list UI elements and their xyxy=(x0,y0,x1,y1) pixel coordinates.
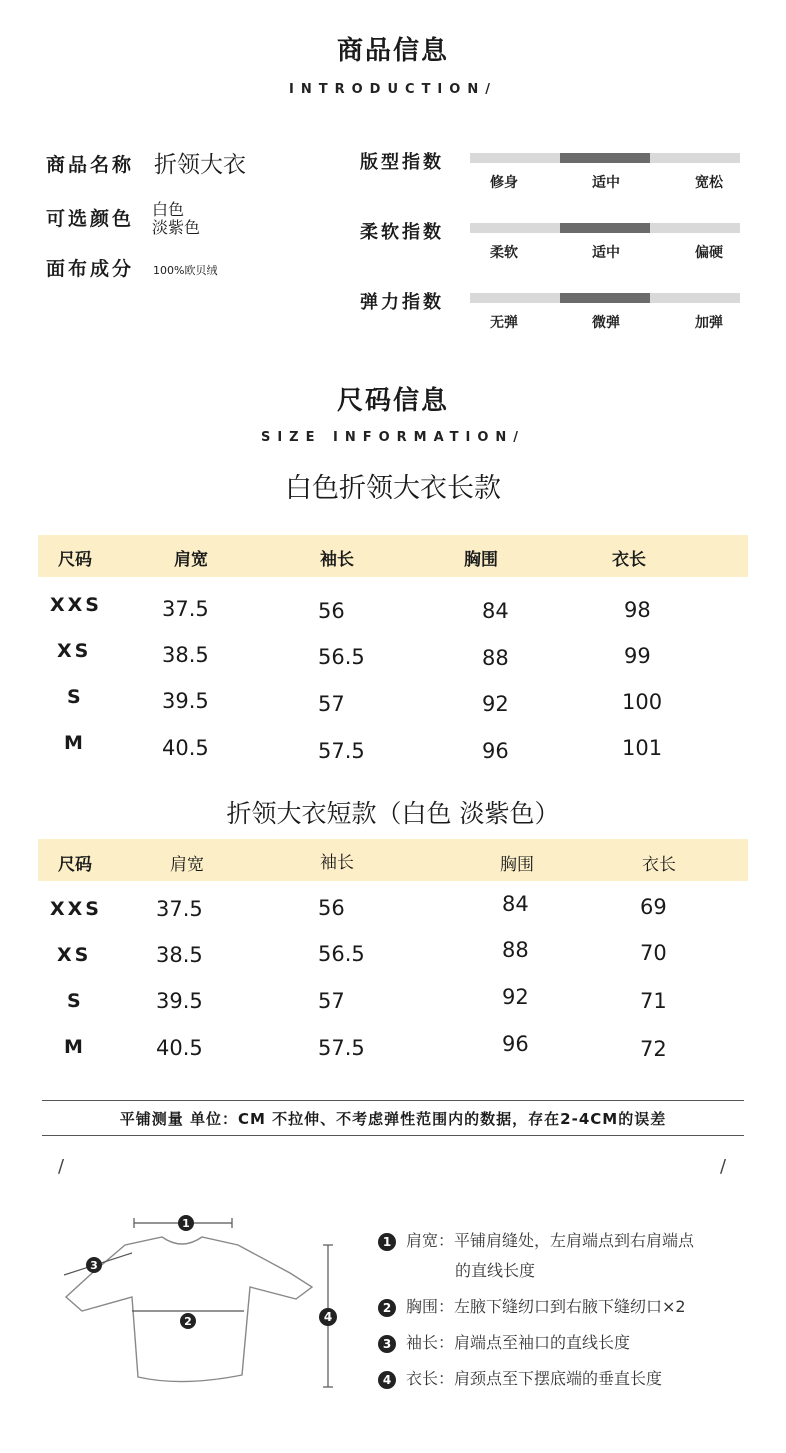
table-cell: 57 xyxy=(318,692,345,716)
table-cell: S xyxy=(67,686,84,708)
measure-item-length xyxy=(378,1366,662,1389)
table-cell: 37.5 xyxy=(156,897,203,921)
table-cell: 38.5 xyxy=(156,943,203,967)
product-name-value: 折领大衣 xyxy=(154,152,246,178)
table-cell: M xyxy=(64,1036,86,1058)
table-short-header xyxy=(38,839,748,881)
svg-text:2: 2 xyxy=(184,1315,192,1328)
table-short-th-chest: 胸围 xyxy=(500,855,534,875)
index-elasticity-tick-1: 无弹 xyxy=(490,315,518,331)
index-fit-label: 版型指数 xyxy=(360,152,444,173)
measure-item-shoulder xyxy=(378,1228,694,1251)
svg-text:3: 3 xyxy=(90,1259,98,1272)
index-elasticity-bar xyxy=(470,293,740,303)
table-cell: 98 xyxy=(624,598,651,622)
table-cell: 88 xyxy=(502,938,529,962)
table-cell: 39.5 xyxy=(162,689,209,713)
table-cell: 96 xyxy=(502,1032,529,1056)
measure-item-chest xyxy=(378,1294,686,1317)
table-cell: 100 xyxy=(622,690,663,714)
index-elasticity-label: 弹力指数 xyxy=(360,292,444,313)
product-fabric-value: 100%欧贝绒 xyxy=(153,264,218,277)
index-fit-bar xyxy=(470,153,740,163)
table-cell: 71 xyxy=(640,989,667,1013)
table-cell: 92 xyxy=(482,692,509,716)
number-2-icon: 2 xyxy=(378,1299,396,1317)
table-cell: 38.5 xyxy=(162,643,209,667)
table-cell: 70 xyxy=(640,941,667,965)
slash-left: / xyxy=(58,1156,65,1177)
table-cell: 39.5 xyxy=(156,989,203,1013)
table-cell: XS xyxy=(57,944,92,966)
measure-item-text: 袖长：肩端点至袖口的直线长度 xyxy=(406,1333,631,1352)
number-4-icon: 4 xyxy=(378,1371,396,1389)
note-rule-top xyxy=(42,1100,744,1101)
intro-subtitle: INTRODUCTION/ xyxy=(289,82,497,97)
table-cell: 57.5 xyxy=(318,739,365,763)
index-elasticity-tick-2: 微弹 xyxy=(592,315,620,331)
measure-item-sleeve xyxy=(378,1330,630,1353)
index-softness-tick-3: 偏硬 xyxy=(695,245,723,261)
table-cell: XXS xyxy=(50,898,102,920)
table-cell: 72 xyxy=(640,1037,667,1061)
table-long-title: 白色折领大衣长款 xyxy=(285,473,501,504)
table-cell: 56 xyxy=(318,599,345,623)
table-cell: 69 xyxy=(640,895,667,919)
measurement-note: 平铺测量 单位：CM 不拉伸、不考虑弹性范围内的数据，存在2-4CM的误差 xyxy=(119,1110,667,1128)
table-long-th-shoulder: 肩宽 xyxy=(174,550,208,570)
number-3-icon: 3 xyxy=(378,1335,396,1353)
index-elasticity-tick-3: 加弹 xyxy=(695,315,723,331)
table-cell: 56.5 xyxy=(318,942,365,966)
table-cell: 88 xyxy=(482,646,509,670)
svg-text:4: 4 xyxy=(323,1310,333,1324)
table-cell: M xyxy=(64,732,86,754)
table-short-title: 折领大衣短款（白色 淡紫色） xyxy=(226,799,560,828)
index-softness-tick-1: 柔软 xyxy=(490,245,518,261)
measure-item-text: 胸围：左腋下缝纫口到右腋下缝纫口×2 xyxy=(406,1297,686,1316)
measure-item-text: 衣长：肩颈点至下摆底端的垂直长度 xyxy=(406,1369,663,1388)
index-fit-tick-3: 宽松 xyxy=(695,175,723,191)
table-long-th-sleeve: 袖长 xyxy=(320,550,354,570)
table-cell: XXS xyxy=(50,594,102,616)
index-fit-tick-2: 适中 xyxy=(592,175,620,191)
slash-right: / xyxy=(720,1156,727,1177)
table-cell: 40.5 xyxy=(162,736,209,760)
index-softness-bar xyxy=(470,223,740,233)
table-long-th-chest: 胸围 xyxy=(464,550,498,570)
table-long-th-size: 尺码 xyxy=(58,550,92,570)
index-softness-label: 柔软指数 xyxy=(360,222,444,243)
table-short-th-shoulder: 肩宽 xyxy=(170,855,204,875)
product-fabric-label: 面布成分 xyxy=(46,258,135,280)
table-short-th-length: 衣长 xyxy=(642,855,676,875)
table-long-th-length: 衣长 xyxy=(612,550,646,570)
garment-outline xyxy=(66,1237,312,1382)
table-cell: 57.5 xyxy=(318,1036,365,1060)
index-elasticity-fill xyxy=(560,293,650,303)
table-cell: 37.5 xyxy=(162,597,209,621)
measure-item-text: 肩宽：平铺肩缝处，左肩端点到右肩端点 xyxy=(406,1231,695,1250)
index-softness-tick-2: 适中 xyxy=(592,245,620,261)
table-cell: 84 xyxy=(502,892,529,916)
index-softness-fill xyxy=(560,223,650,233)
table-cell: 92 xyxy=(502,985,529,1009)
table-cell: S xyxy=(67,990,84,1012)
table-short-th-sleeve: 袖长 xyxy=(320,853,354,873)
table-cell: 56 xyxy=(318,896,345,920)
measure-item-shoulder-cont: 的直线长度 xyxy=(455,1261,536,1280)
number-1-icon: 1 xyxy=(378,1233,396,1251)
intro-title: 商品信息 xyxy=(336,36,449,66)
table-cell: 84 xyxy=(482,599,509,623)
product-color-value-2: 淡紫色 xyxy=(152,218,201,237)
product-color-value-1: 白色 xyxy=(152,200,185,219)
note-rule-bottom xyxy=(42,1135,744,1136)
product-name-label: 商品名称 xyxy=(46,154,135,176)
size-info-subtitle: SIZE INFORMATION/ xyxy=(260,430,526,445)
table-cell: 57 xyxy=(318,989,345,1013)
table-cell: 40.5 xyxy=(156,1036,203,1060)
index-fit-tick-1: 修身 xyxy=(490,175,518,191)
svg-text:1: 1 xyxy=(182,1217,190,1230)
table-cell: 99 xyxy=(624,644,651,668)
table-cell: 56.5 xyxy=(318,645,365,669)
size-info-title: 尺码信息 xyxy=(336,386,449,416)
index-fit-fill xyxy=(560,153,650,163)
table-cell: 101 xyxy=(622,736,663,760)
garment-diagram xyxy=(50,1215,350,1395)
table-long-header xyxy=(38,535,748,577)
table-short-th-size: 尺码 xyxy=(58,855,92,875)
table-cell: XS xyxy=(57,640,92,662)
table-cell: 96 xyxy=(482,739,509,763)
product-color-label: 可选颜色 xyxy=(46,208,135,230)
